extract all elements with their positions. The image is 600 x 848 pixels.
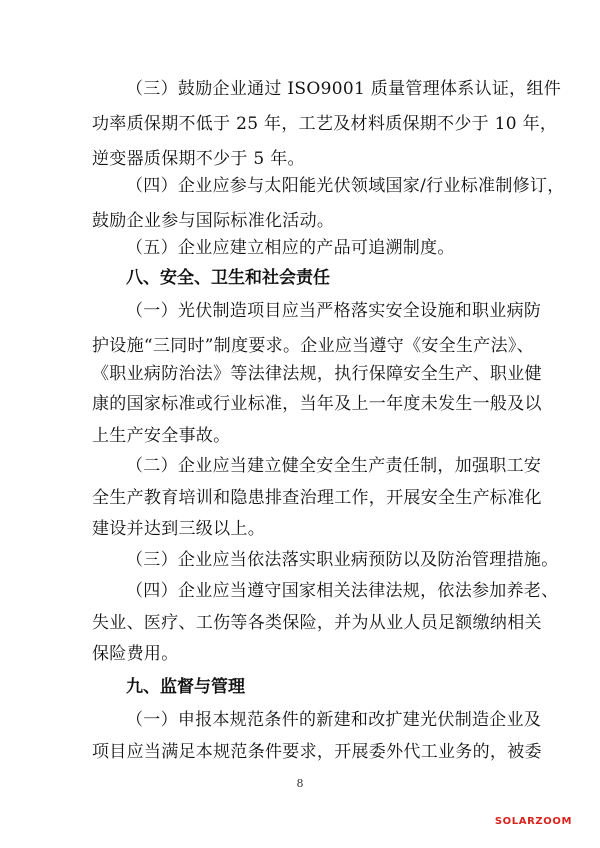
paragraph-line: 鼓励企业参与国际标准化活动。 — [92, 211, 335, 231]
paragraph-line: 全生产教育培训和隐患排查治理工作，开展安全生产标准化 — [92, 488, 542, 508]
paragraph-line: 《职业病防治法》等法律法规，执行保障安全生产、职业健 — [92, 364, 542, 384]
paragraph-line: （三）企业应当依法落实职业病预防以及防治管理措施。 — [126, 550, 559, 570]
paragraph-line: 项目应当满足本规范条件要求，开展委外代工业务的，被委 — [92, 742, 542, 762]
paragraph-line: 上生产安全事故。 — [92, 426, 231, 446]
paragraph-line: 护设施“三同时”制度要求。企业应当遵守《安全生产法》、 — [92, 336, 534, 356]
watermark-logo: SOLARZOOM — [494, 816, 572, 827]
paragraph-line: 保险费用。 — [92, 644, 179, 664]
section-heading: 九、监督与管理 — [126, 677, 245, 697]
paragraph-line: （四）企业应参与太阳能光伏领域国家/行业标准制修订， — [126, 176, 565, 196]
paragraph-line: 失业、医疗、工伤等各类保险，并为从业人员足额缴纳相关 — [92, 613, 542, 633]
paragraph-line: （一）申报本规范条件的新建和改扩建光伏制造企业及 — [126, 710, 542, 730]
paragraph-line: （三）鼓励企业通过 ISO9001 质量管理体系认证，组件 — [126, 79, 562, 99]
paragraph-line: （二）企业应当建立健全安全生产责任制，加强职工安 — [126, 456, 542, 476]
paragraph-line: 功率质保期不低于 25 年，工艺及材料质保期不少于 10 年， — [92, 114, 558, 134]
paragraph-line: 康的国家标准或行业标准，当年及上一年度未发生一般及以 — [92, 394, 542, 414]
page-number: 8 — [296, 777, 304, 790]
paragraph-line: （一）光伏制造项目应当严格落实安全设施和职业病防 — [126, 301, 542, 321]
paragraph-line: （四）企业应当遵守国家相关法律法规，依法参加养老、 — [126, 581, 559, 601]
paragraph-line: （五）企业应建立相应的产品可追溯制度。 — [126, 238, 455, 258]
paragraph-line: 逆变器质保期不少于 5 年。 — [92, 149, 305, 169]
paragraph-line: 建设并达到三级以上。 — [92, 519, 265, 539]
section-heading: 八、安全、卫生和社会责任 — [126, 268, 330, 288]
